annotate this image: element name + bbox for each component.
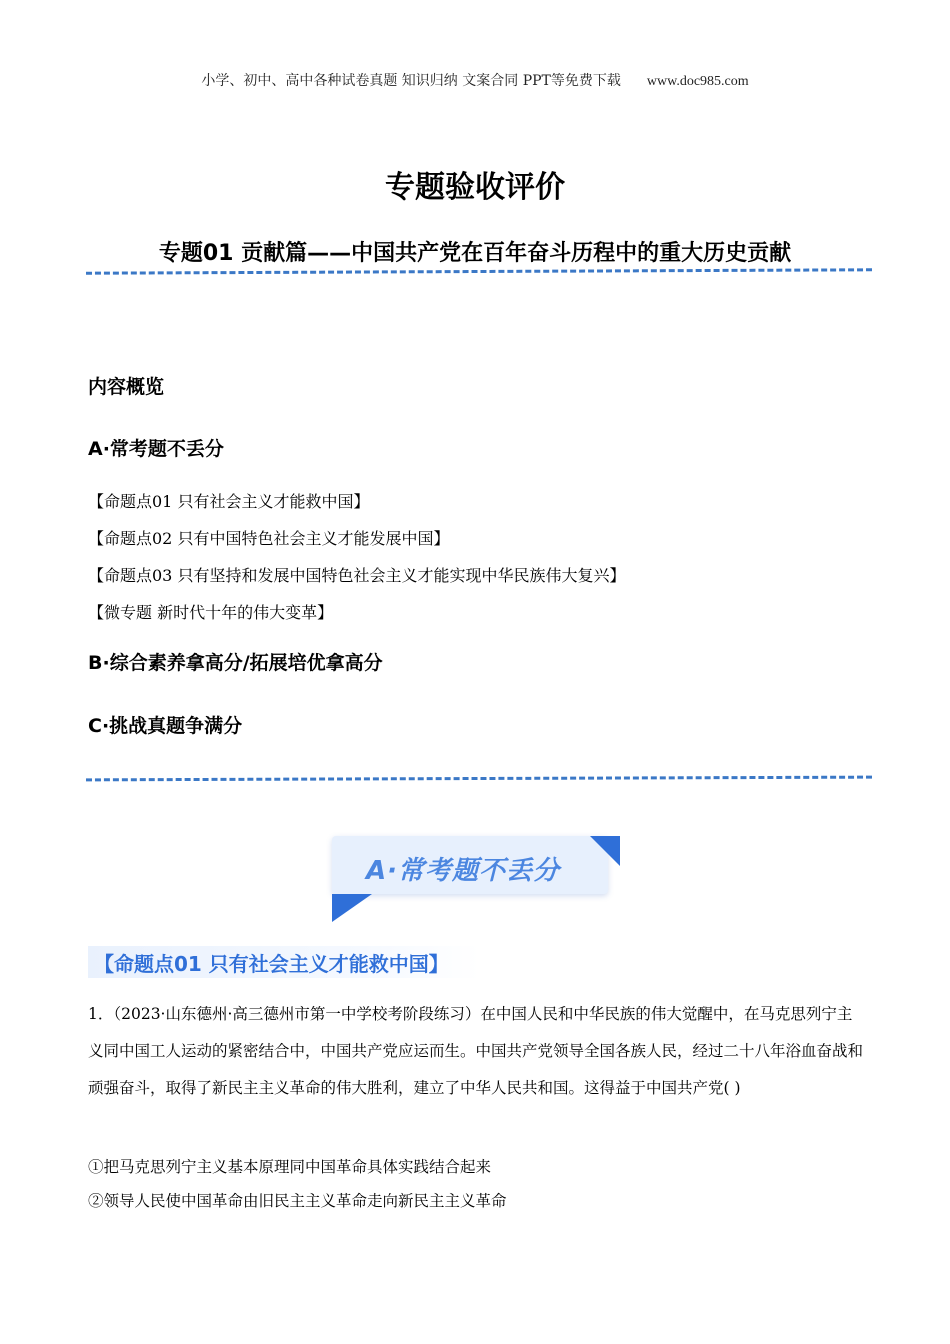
outline-item: 【命题点01 只有社会主义才能救中国】 [88,492,370,511]
question-option: ②领导人民使中国革命由旧民主主义革命走向新民主主义革命 [88,1192,507,1210]
divider-bottom [86,776,872,782]
banner-corner-bottom-left [332,894,372,922]
banner-corner-top-right [590,836,620,866]
page-title: 专题验收评价 [385,170,565,205]
point-heading-text: 【命题点01 只有社会主义才能救中国】 [94,952,449,976]
page-header [0,70,950,90]
topic-subtitle: 专题01 贡献篇——中国共产党在百年奋斗历程中的重大历史贡献 [158,241,792,266]
point-heading [88,946,480,978]
outline-item: 【微专题 新时代十年的伟大变革】 [88,603,334,622]
question-text: 1．（2023·山东德州·高三德州市第一中学校考阶段练习）在中国人民和中华民族的伟大觉醒中，在马克思列宁主义同中国工人运动的紧密结合中，中国共产党应运而生。中国共产党领导全国各族人民，经过二十八年浴血奋战和顽强奋斗，取得了新民主主义革命的伟大胜利，建立了中华人民共和国。这得益于中国共产党( ) [88,1005,864,1097]
question-option: ①把马克思列宁主义基本原理同中国革命具体实践结合起来 [88,1158,492,1176]
header-site[interactable]: www.doc985.com [646,74,749,89]
header-text: 小学、初中、高中各种试卷真题 知识归纳 文案合同 PPT等免费下载 [201,73,621,89]
banner-text: A·常考题不丢分 [366,856,560,886]
outline-section-b: B·综合素养拿高分/拓展培优拿高分 [88,652,383,674]
outline-section-a: A·常考题不丢分 [88,438,224,460]
divider-top [86,268,872,274]
section-banner [332,836,620,922]
outline-heading: 内容概览 [88,376,165,398]
outline-section-c: C·挑战真题争满分 [88,715,243,737]
outline-item: 【命题点03 只有坚持和发展中国特色社会主义才能实现中华民族伟大复兴】 [88,566,626,585]
outline-item: 【命题点02 只有中国特色社会主义才能发展中国】 [88,529,450,548]
